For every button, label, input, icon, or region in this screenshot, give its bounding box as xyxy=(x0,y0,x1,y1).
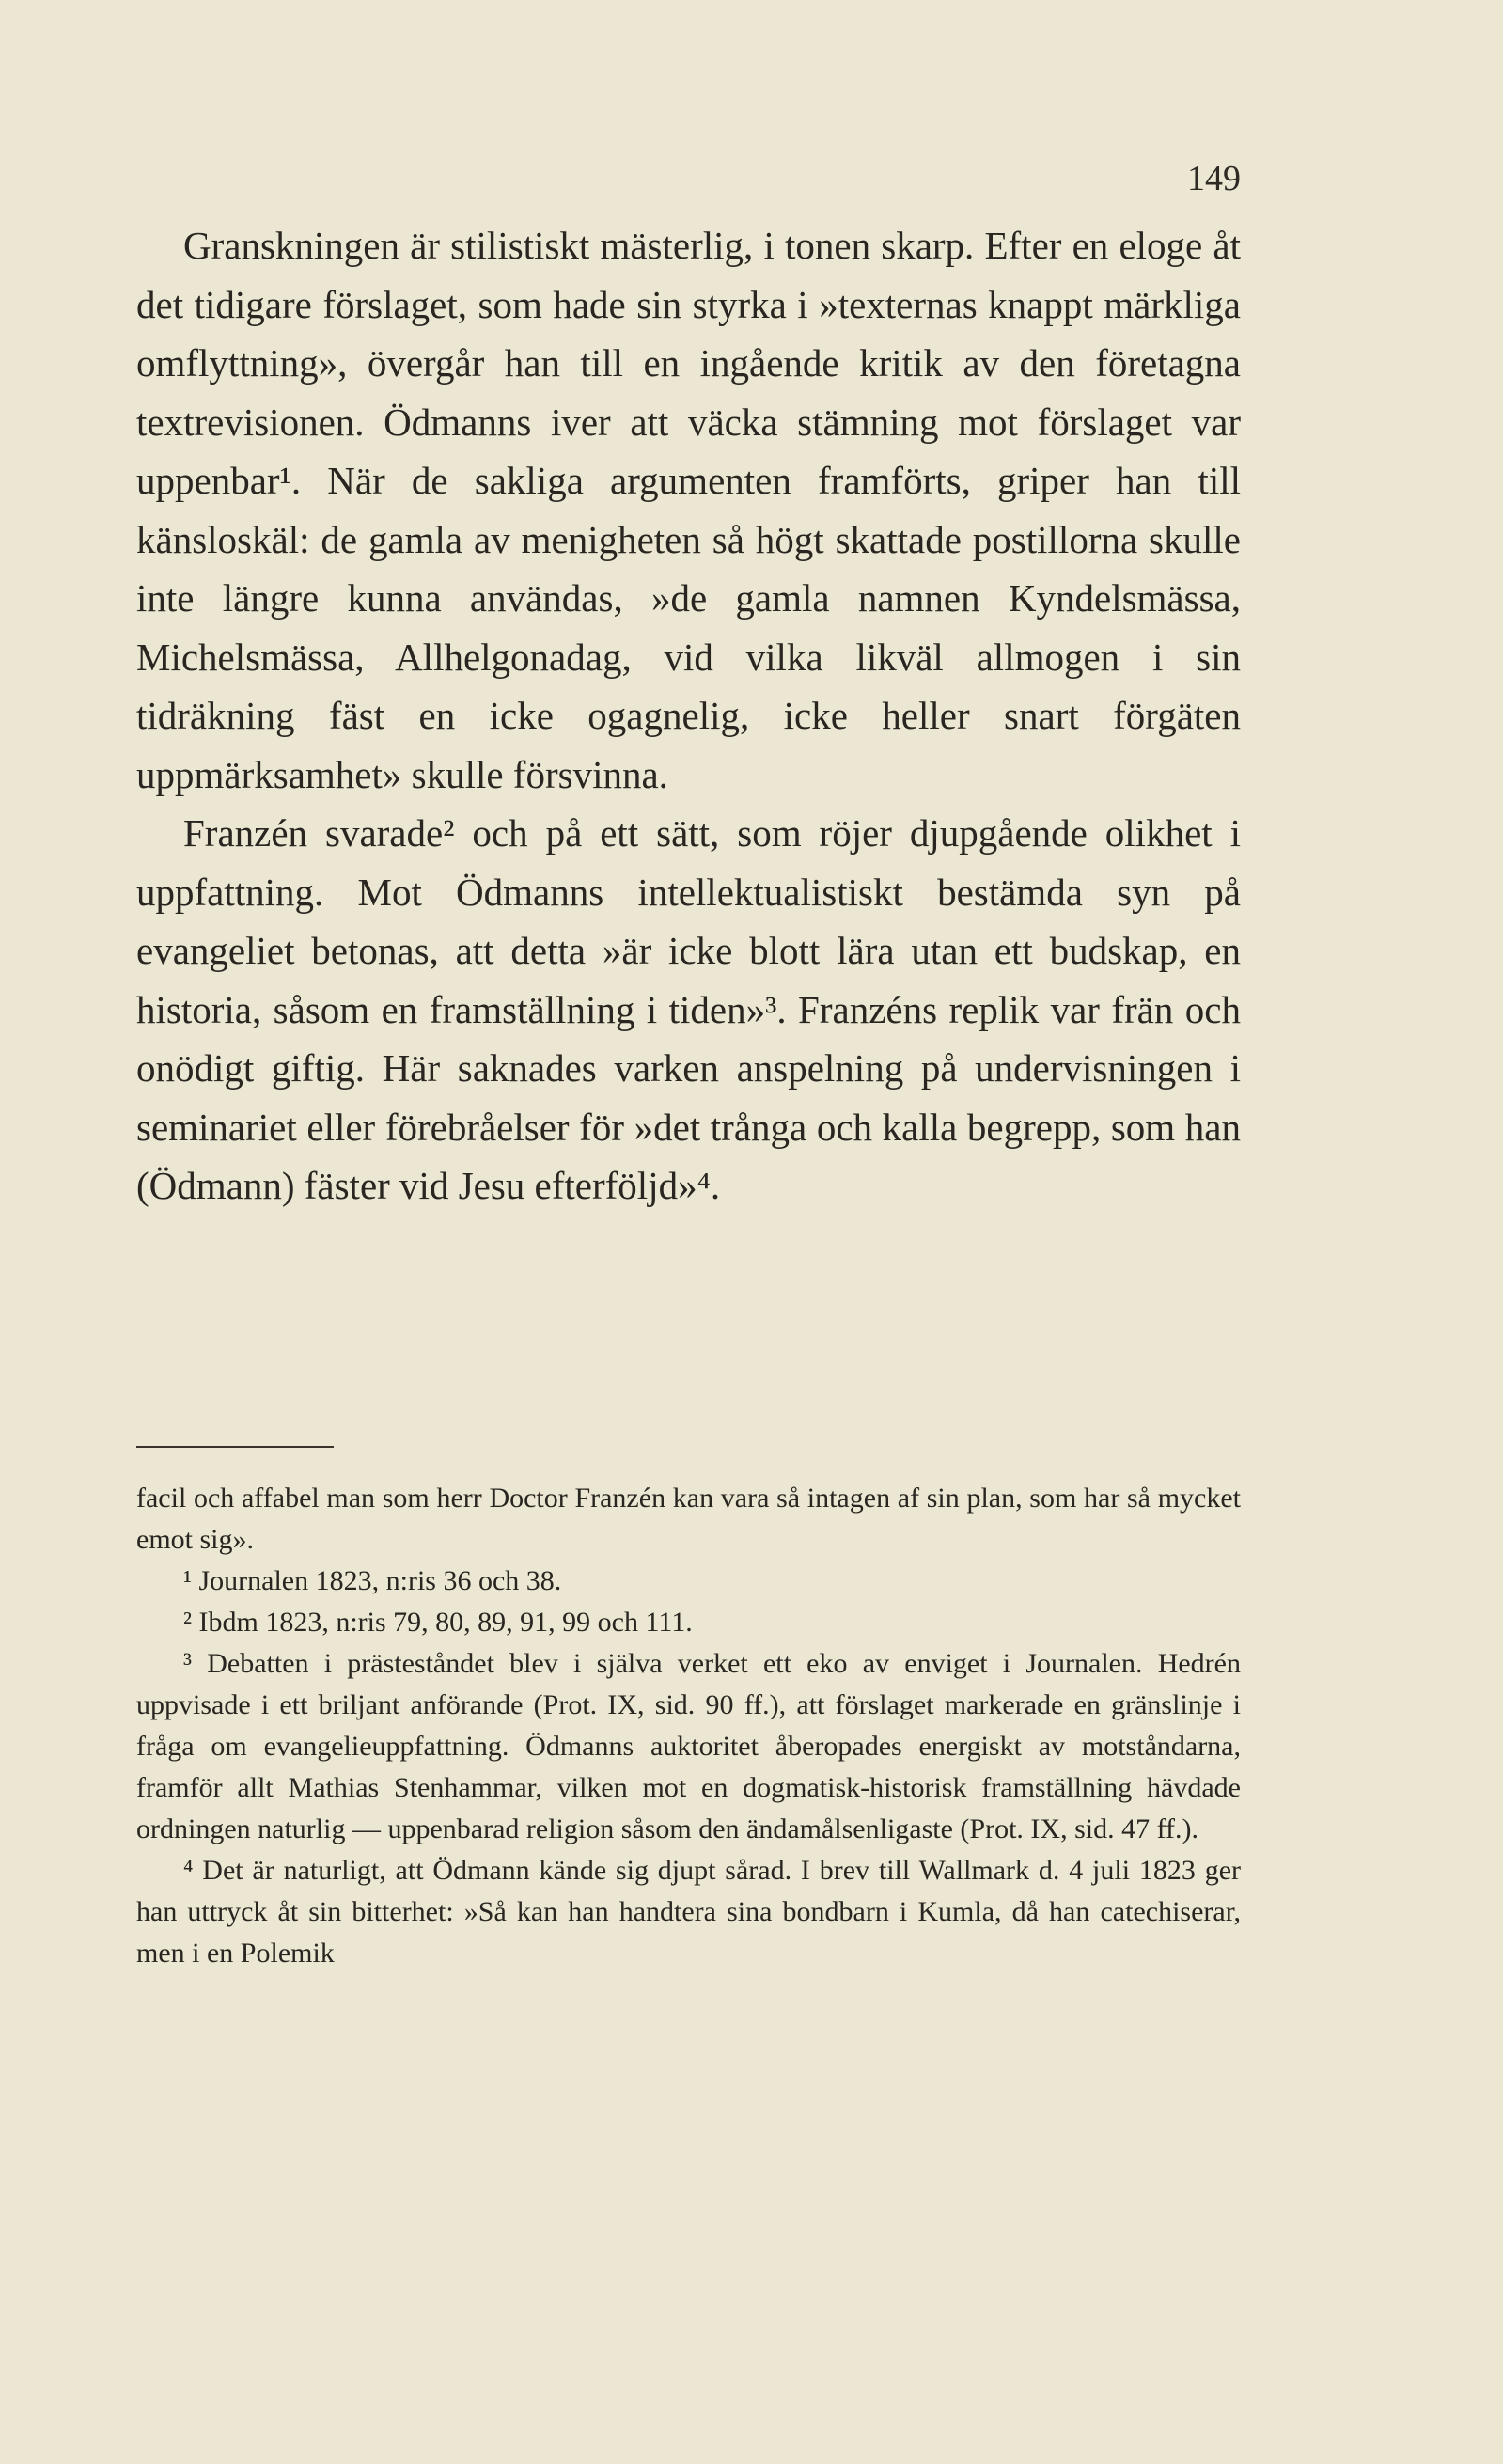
footnote-continuation: facil och affabel man som herr Doctor Franzén kan vara så intagen af sin plan, som har så mycket emot sig». xyxy=(136,1483,1241,1555)
page-number: 149 xyxy=(1187,159,1241,198)
main-text xyxy=(136,216,1241,1216)
footnotes xyxy=(136,1478,1241,1974)
footnote-3: ³ Debatten i prästeståndet blev i själva verket ett eko av enviget i Journalen. Hedrén uppvisade i ett briljant anförande (Prot. IX, sid. 90 ff.), att förslaget markerade en gränslinje i fråga om evangelieuppfattning. Ödmanns auktoritet åberopades energiskt av motståndarna, framför allt Mathias Stenhammar, vilken mot en dogmatisk-historisk framställning hävdade ordningen naturlig — uppenbarad religion såsom den ändamålsenligaste (Prot. IX, sid. 47 ff.). xyxy=(136,1648,1241,1844)
footnote-2: ² Ibdm 1823, n:ris 79, 80, 89, 91, 99 och 111. xyxy=(183,1607,693,1638)
footnote-separator xyxy=(136,1446,334,1448)
paragraph-1: Granskningen är stilistiskt mästerlig, i tonen skarp. Efter en eloge åt det tidigare förslaget, som hade sin styrka i »texternas knappt märkliga omflyttning», övergår han till en ingående kritik av den företagna textrevisionen. Ödmanns iver att väcka stämning mot förslaget var uppenbar¹. När de sakliga argumenten framförts, griper han till känsloskäl: de gamla av menigheten så högt skattade postillorna skulle inte längre kunna användas, »de gamla namnen Kyndelsmässa, Michelsmässa, Allhelgonadag, vid vilka likväl allmogen i sin tidräkning fäst en icke ogagnelig, icke heller snart förgäten uppmärksamhet» skulle försvinna. xyxy=(136,224,1241,796)
footnote-1: ¹ Journalen 1823, n:ris 36 och 38. xyxy=(183,1565,562,1596)
paragraph-2: Franzén svarade² och på ett sätt, som röjer djupgående olikhet i uppfattning. Mot Ödmanns intellektualistiskt bestämda syn på evangeliet betonas, att detta »är icke blott lära utan ett budskap, en historia, såsom en framställning i tiden»³. Franzéns replik var frän och onödigt giftig. Här saknades varken anspelning på undervisningen i seminariet eller förebråelser för »det trånga och kalla begrepp, som han (Ödmann) fäster vid Jesu efterföljd»⁴. xyxy=(136,811,1241,1207)
footnote-4: ⁴ Det är naturligt, att Ödmann kände sig djupt sårad. I brev till Wallmark d. 4 juli 1823 ger han uttryck åt sin bitterhet: »Så kan han handtera sina bondbarn i Kumla, då han catechiserar, men i en Polemik xyxy=(136,1855,1241,1969)
